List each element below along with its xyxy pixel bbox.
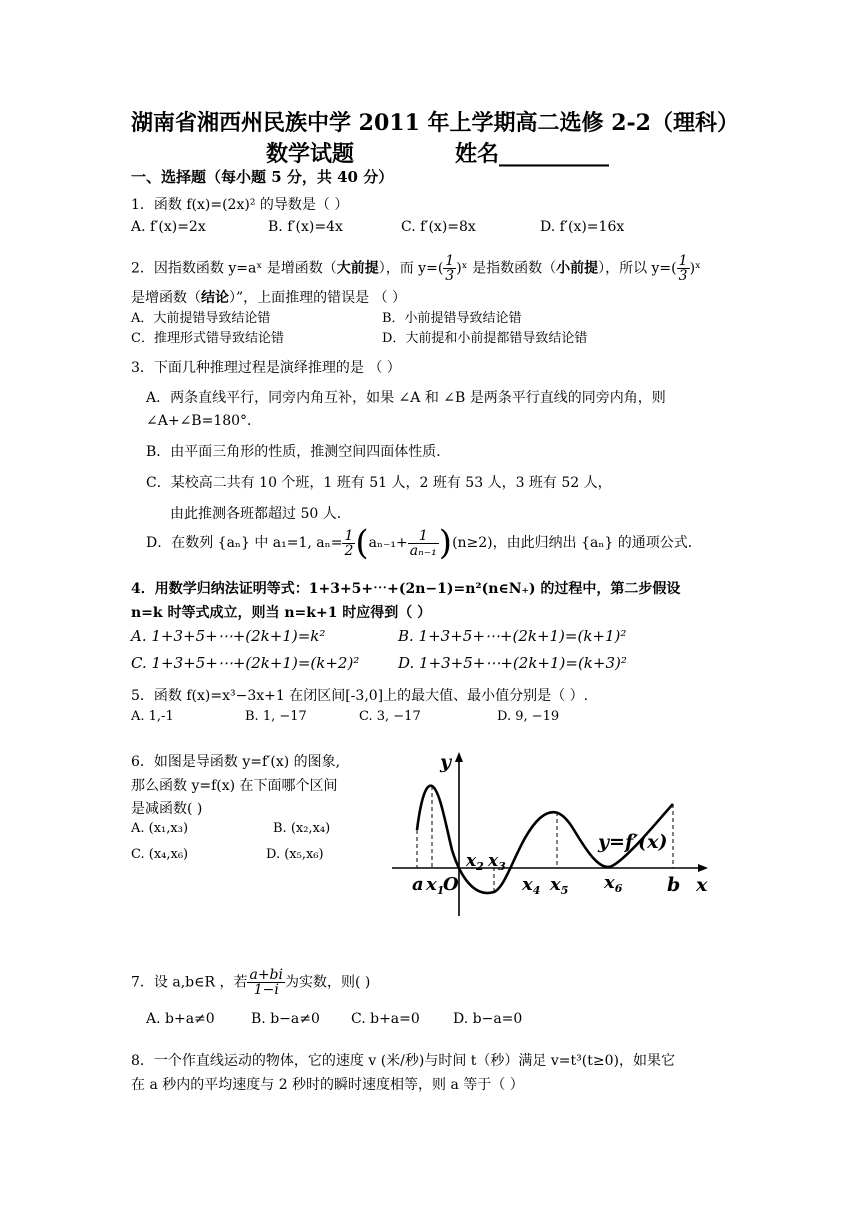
- q6-line2: 那么函数 y=f(x) 在下面哪个区间: [131, 778, 338, 794]
- q4-option-c: C. 1+3+5+⋯+(2k+1)=(k+2)²: [131, 654, 360, 672]
- q7-option-a: A. b+a≠0: [146, 1011, 215, 1027]
- q2-option-a: A．大前提错导致结论错: [131, 311, 271, 326]
- label-x6: [603, 872, 623, 895]
- y-axis-label: y: [440, 751, 452, 773]
- q2-fraction: [677, 254, 690, 283]
- q2-frac-den: 3: [678, 268, 688, 284]
- q3d-inner: aₙ₋₁+: [368, 535, 408, 551]
- q7-fraction: [247, 968, 285, 997]
- q3d-inner-num: 1: [408, 529, 439, 544]
- q2-text: 2．因指数函数 y=aˣ 是增函数（: [131, 260, 337, 277]
- q1-option-c: C. f′(x)=8x: [401, 219, 476, 235]
- q2-option-b: B．小前提错导致结论错: [382, 311, 522, 326]
- curve-label: y=f′(x): [598, 831, 668, 853]
- q3d-frac-den: 2: [344, 542, 354, 559]
- label-x2: [465, 851, 484, 873]
- x3-letter: x: [488, 851, 499, 871]
- section-heading: 一、选择题（每小题 5 分，共 40 分）: [131, 168, 394, 186]
- q2-line1: [131, 254, 701, 283]
- q7-text: 7．设 a,b∈R ，若: [131, 974, 248, 991]
- q3d-frac-num: 1: [344, 527, 354, 544]
- x5-letter: x: [550, 874, 561, 895]
- x2-subscript: 2: [476, 860, 484, 873]
- q7-frac-den: 1−i: [253, 982, 279, 998]
- q5-option-a: A. 1,-1: [131, 709, 174, 724]
- x3-subscript: 3: [498, 860, 506, 873]
- x2-letter: x: [466, 851, 477, 871]
- q4-option-a: A. 1+3+5+⋯+(2k+1)=k²: [131, 627, 326, 645]
- q3-option-b: B．由平面三角形的性质，推测空间四面体性质．: [146, 444, 451, 460]
- q1-stem: 1．函数 f(x)=(2x)² 的导数是（ ）: [131, 197, 349, 213]
- x1-subscript: 1: [436, 884, 445, 897]
- q3d-paren: ): [438, 523, 453, 563]
- x-axis-label: x: [696, 874, 708, 896]
- label-origin: O: [443, 874, 459, 895]
- derivative-graph: [390, 748, 720, 918]
- q2-conclusion: 结论: [201, 290, 229, 306]
- exam-subtitle: 数学试题: [266, 141, 355, 167]
- q2-text: ），而 y=(: [378, 260, 444, 277]
- q3-option-a-line2: ∠A+∠B=180°．: [146, 413, 262, 429]
- q2-frac-num: 1: [445, 253, 455, 269]
- q2-frac-num: 1: [678, 253, 688, 269]
- q3-stem: 3．下面几种推理过程是演绎推理的是 （ ）: [131, 360, 401, 376]
- q3-option-a-line1: A．两条直线平行，同旁内角互补，如果 ∠A 和 ∠B 是两条平行直线的同旁内角，则: [146, 390, 666, 406]
- q5-option-c: C. 3, −17: [359, 709, 421, 724]
- q2-text: )ˣ: [689, 260, 701, 277]
- exam-title: 湖南省湘西州民族中学 2011 年上学期高二选修 2-2（理科）: [131, 110, 739, 136]
- q4-line1: 4．用数学归纳法证明等式：1+3+5+⋯+(2n−1)=n²(n∈N₊) 的过程中，第二步假设: [131, 581, 681, 597]
- q3-option-c-line1: C．某校高二共有 10 个班，1 班有 51 人，2 班有 53 人，3 班有 52 人，: [146, 475, 612, 491]
- label-x1: [425, 874, 444, 897]
- q4-line2: n=k 时等式成立，则当 n=k+1 时应得到（ ）: [131, 605, 432, 621]
- q6-option-d: D. (x₅,x₆): [266, 847, 324, 862]
- q3d-text: D．在数列 {aₙ} 中 a₁=1, aₙ=: [146, 535, 343, 551]
- q3d-inner-den: aₙ₋₁: [409, 542, 437, 559]
- q7-stem: [131, 968, 370, 997]
- q3-option-c-line2: 由此推测各班都超过 50 人．: [170, 506, 351, 522]
- label-a: a: [412, 874, 424, 895]
- x-axis-arrow: [698, 864, 708, 872]
- y-axis-arrow: [455, 752, 463, 762]
- label-b: b: [667, 874, 681, 896]
- x6-letter: x: [604, 872, 615, 893]
- q7-text: 为实数，则( ): [285, 974, 371, 991]
- q1-option-b: B. f′(x)=4x: [268, 219, 343, 235]
- q2-minor-premise: 小前提: [556, 260, 599, 277]
- label-x3: [487, 851, 506, 873]
- q2-major-premise: 大前提: [336, 260, 379, 277]
- q2-text: 是增函数（: [131, 290, 201, 306]
- x5-subscript: 5: [560, 884, 569, 897]
- q6-line1: 6．如图是导函数 y=f′(x) 的图象,: [131, 754, 341, 770]
- q3d-fraction: [342, 529, 355, 558]
- q3-option-d: [146, 523, 702, 563]
- q6-option-a: A. (x₁,x₃): [131, 821, 189, 836]
- q6-option-b: B. (x₂,x₄): [273, 821, 331, 836]
- q5-option-d: D. 9, −19: [497, 709, 560, 724]
- q7-frac-num: a+bi: [249, 967, 284, 983]
- q7-option-d: D. b−a=0: [453, 1011, 523, 1027]
- x4-letter: x: [522, 874, 533, 895]
- q4-option-d: D. 1+3+5+⋯+(2k+1)=(k+3)²: [398, 654, 627, 672]
- x1-letter: x: [426, 874, 437, 895]
- q2-text: ）”，上面推理的错误是 （ ）: [229, 290, 407, 306]
- q1-option-a: A. f′(x)=2x: [131, 219, 206, 235]
- x4-subscript: 4: [532, 884, 541, 897]
- q2-text: ），所以 y=(: [598, 260, 677, 277]
- q2-option-c: C．推理形式错导致结论错: [131, 331, 284, 346]
- q7-option-c: C. b+a=0: [351, 1011, 420, 1027]
- q8-line2: 在 a 秒内的平均速度与 2 秒时的瞬时速度相等，则 a 等于（ ）: [131, 1077, 524, 1093]
- q5-stem: 5．函数 f(x)=x³−3x+1 在闭区间[-3,0]上的最大值、最小值分别是（ ）.: [131, 688, 589, 704]
- q2-line2: [131, 287, 406, 307]
- name-field-label: 姓名__________: [455, 141, 610, 167]
- q6-option-c: C. (x₄,x₆): [131, 847, 189, 862]
- q3d-inner-fraction: [408, 529, 439, 558]
- q1-option-d: D. f′(x)=16x: [540, 219, 625, 235]
- q5-option-b: B. 1, −17: [245, 709, 307, 724]
- q8-line1: 8．一个作直线运动的物体，它的速度 v (米/秒)与时间 t（秒）满足 v=t³(t≥0)，如果它: [131, 1053, 675, 1069]
- label-x5: [549, 874, 568, 897]
- x6-subscript: 6: [614, 882, 623, 895]
- q3d-paren: (: [355, 523, 369, 563]
- q3d-text: (n≥2)，由此归纳出 {aₙ} 的通项公式．: [452, 535, 702, 551]
- label-x4: [521, 874, 540, 897]
- q2-fraction: [443, 254, 456, 283]
- q4-option-b: B. 1+3+5+⋯+(2k+1)=(k+1)²: [398, 627, 627, 645]
- q7-option-b: B. b−a≠0: [251, 1011, 320, 1027]
- q2-option-d: D．大前提和小前提都错导致结论错: [382, 331, 588, 346]
- q2-frac-den: 3: [445, 268, 455, 284]
- q6-line3: 是减函数( ): [131, 801, 203, 817]
- q2-text: )ˣ 是指数函数（: [456, 260, 557, 277]
